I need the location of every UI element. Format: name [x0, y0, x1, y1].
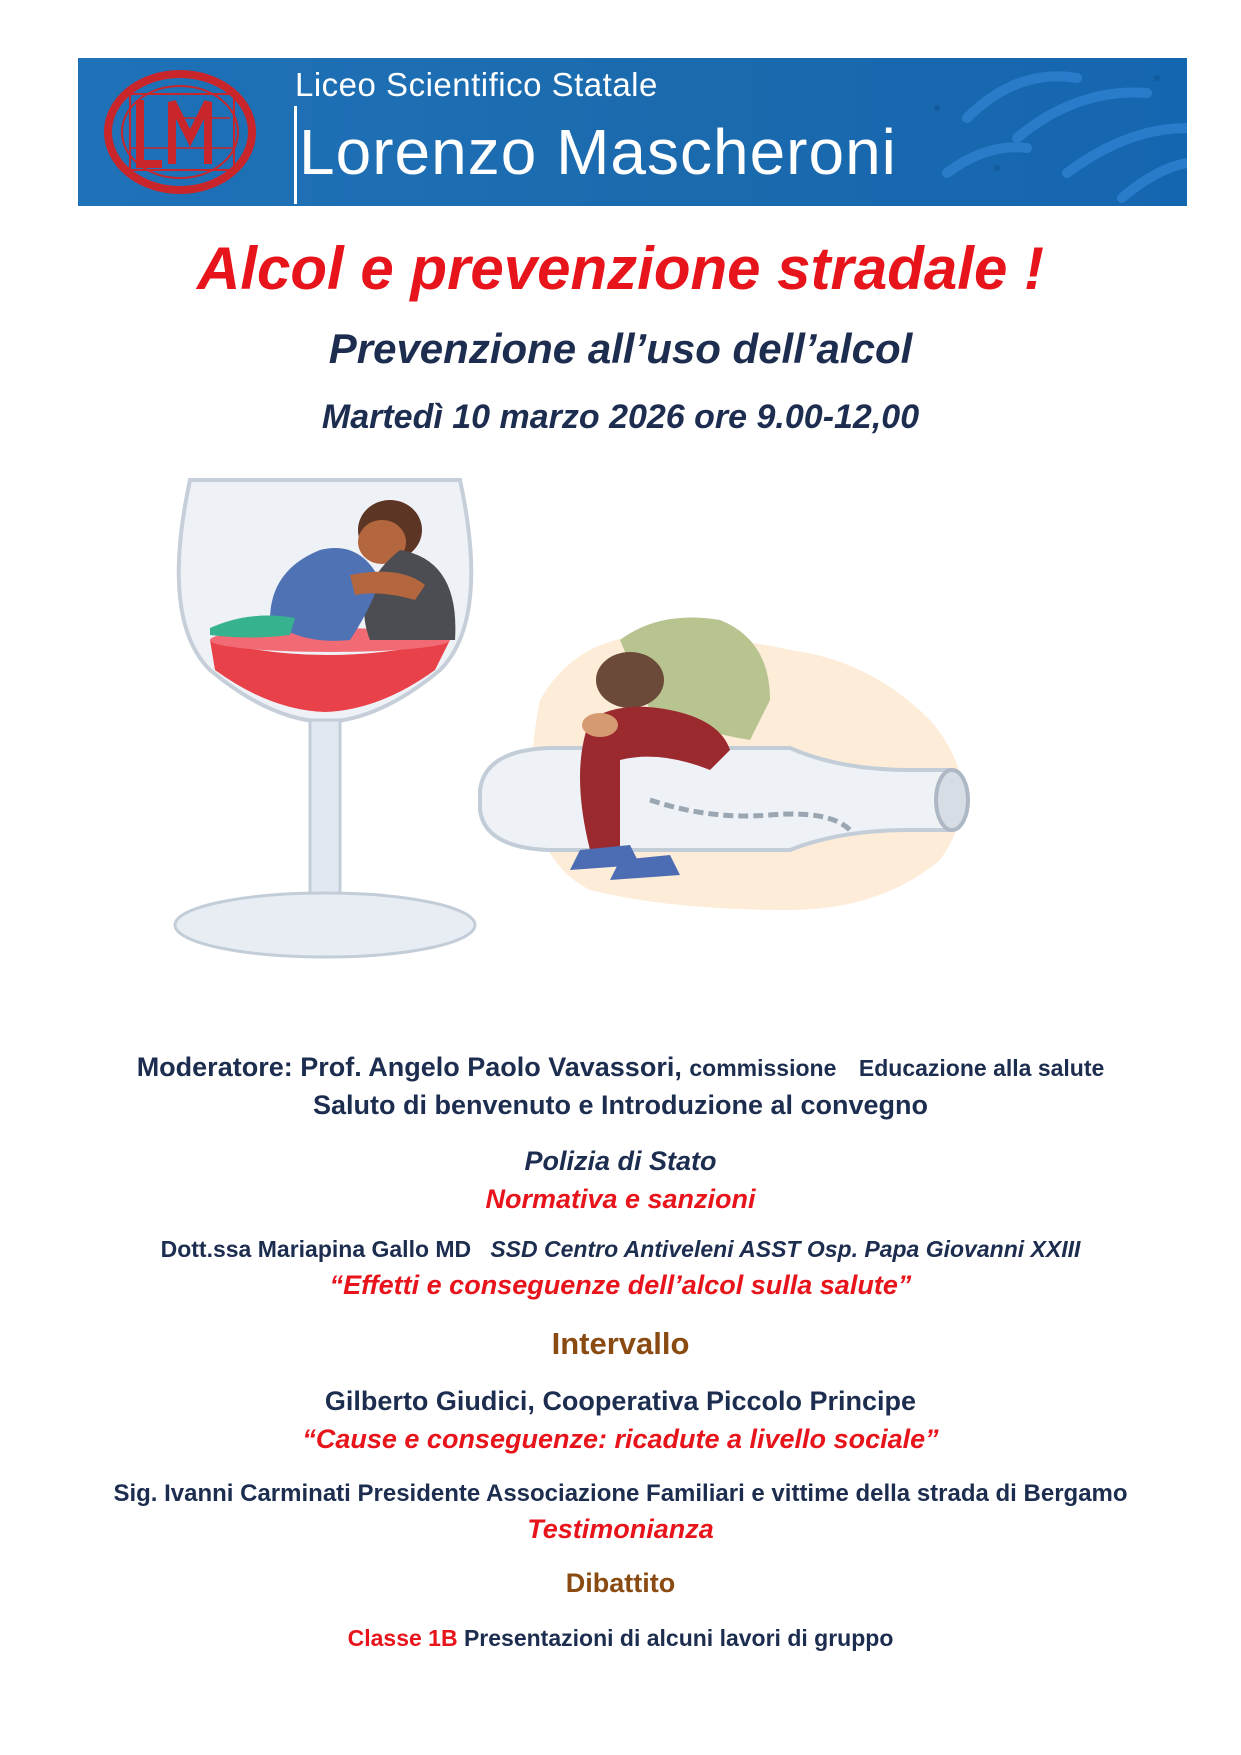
moderator-line: [0, 1052, 1241, 1083]
speaker4-topic: Testimonianza: [527, 1514, 714, 1544]
banner-divider: [294, 106, 297, 204]
event-subtitle: Prevenzione all’uso dell’alcol: [328, 325, 913, 372]
doctor-line: [0, 1236, 1241, 1263]
police-topic: Normativa e sanzioni: [485, 1184, 756, 1214]
school-name: Lorenzo Mascheroni: [299, 116, 897, 188]
illustration: [150, 470, 1110, 1000]
school-logo: [100, 68, 260, 196]
doctor-name: Dott.ssa Mariapina Gallo MD: [160, 1236, 472, 1262]
event-title: Alcol e prevenzione stradale !: [197, 235, 1044, 302]
event-date: Martedì 10 marzo 2026 ore 9.00-12,00: [321, 398, 920, 436]
moderator-label: Moderatore:: [136, 1052, 293, 1082]
header-banner: [78, 58, 1187, 206]
moderator-name: Prof. Angelo Paolo Vavassori,: [300, 1052, 682, 1082]
speaker3-topic: “Cause e conseguenze: ricadute a livello sociale”: [302, 1424, 939, 1454]
class-label: Classe 1B: [347, 1625, 458, 1651]
doctor-affiliation: SSD Centro Antiveleni ASST Osp. Papa Giovanni XXIII: [490, 1236, 1081, 1262]
class-text: Presentazioni di alcuni lavori di gruppo: [463, 1625, 894, 1651]
debate-heading: Dibattito: [565, 1568, 676, 1598]
class-line: [0, 1625, 1241, 1652]
moderator-commission: Educazione alla salute: [858, 1055, 1105, 1081]
moderator-role: commissione: [689, 1055, 837, 1081]
welcome-line: Saluto di benvenuto e Introduzione al convegno: [312, 1090, 929, 1120]
doctor-topic: “Effetti e conseguenze dell’alcol sulla salute”: [329, 1270, 912, 1300]
break-heading: Intervallo: [551, 1326, 690, 1361]
police-line: Polizia di Stato: [524, 1146, 717, 1176]
banner-decoration: [907, 58, 1187, 206]
speaker4-line: Sig. Ivanni Carminati Presidente Associazione Familiari e vittime della strada di Bergamo: [113, 1480, 1128, 1507]
school-type: Liceo Scientifico Statale: [295, 66, 658, 103]
speaker3-line: Gilberto Giudici, Cooperativa Piccolo Principe: [324, 1386, 917, 1416]
